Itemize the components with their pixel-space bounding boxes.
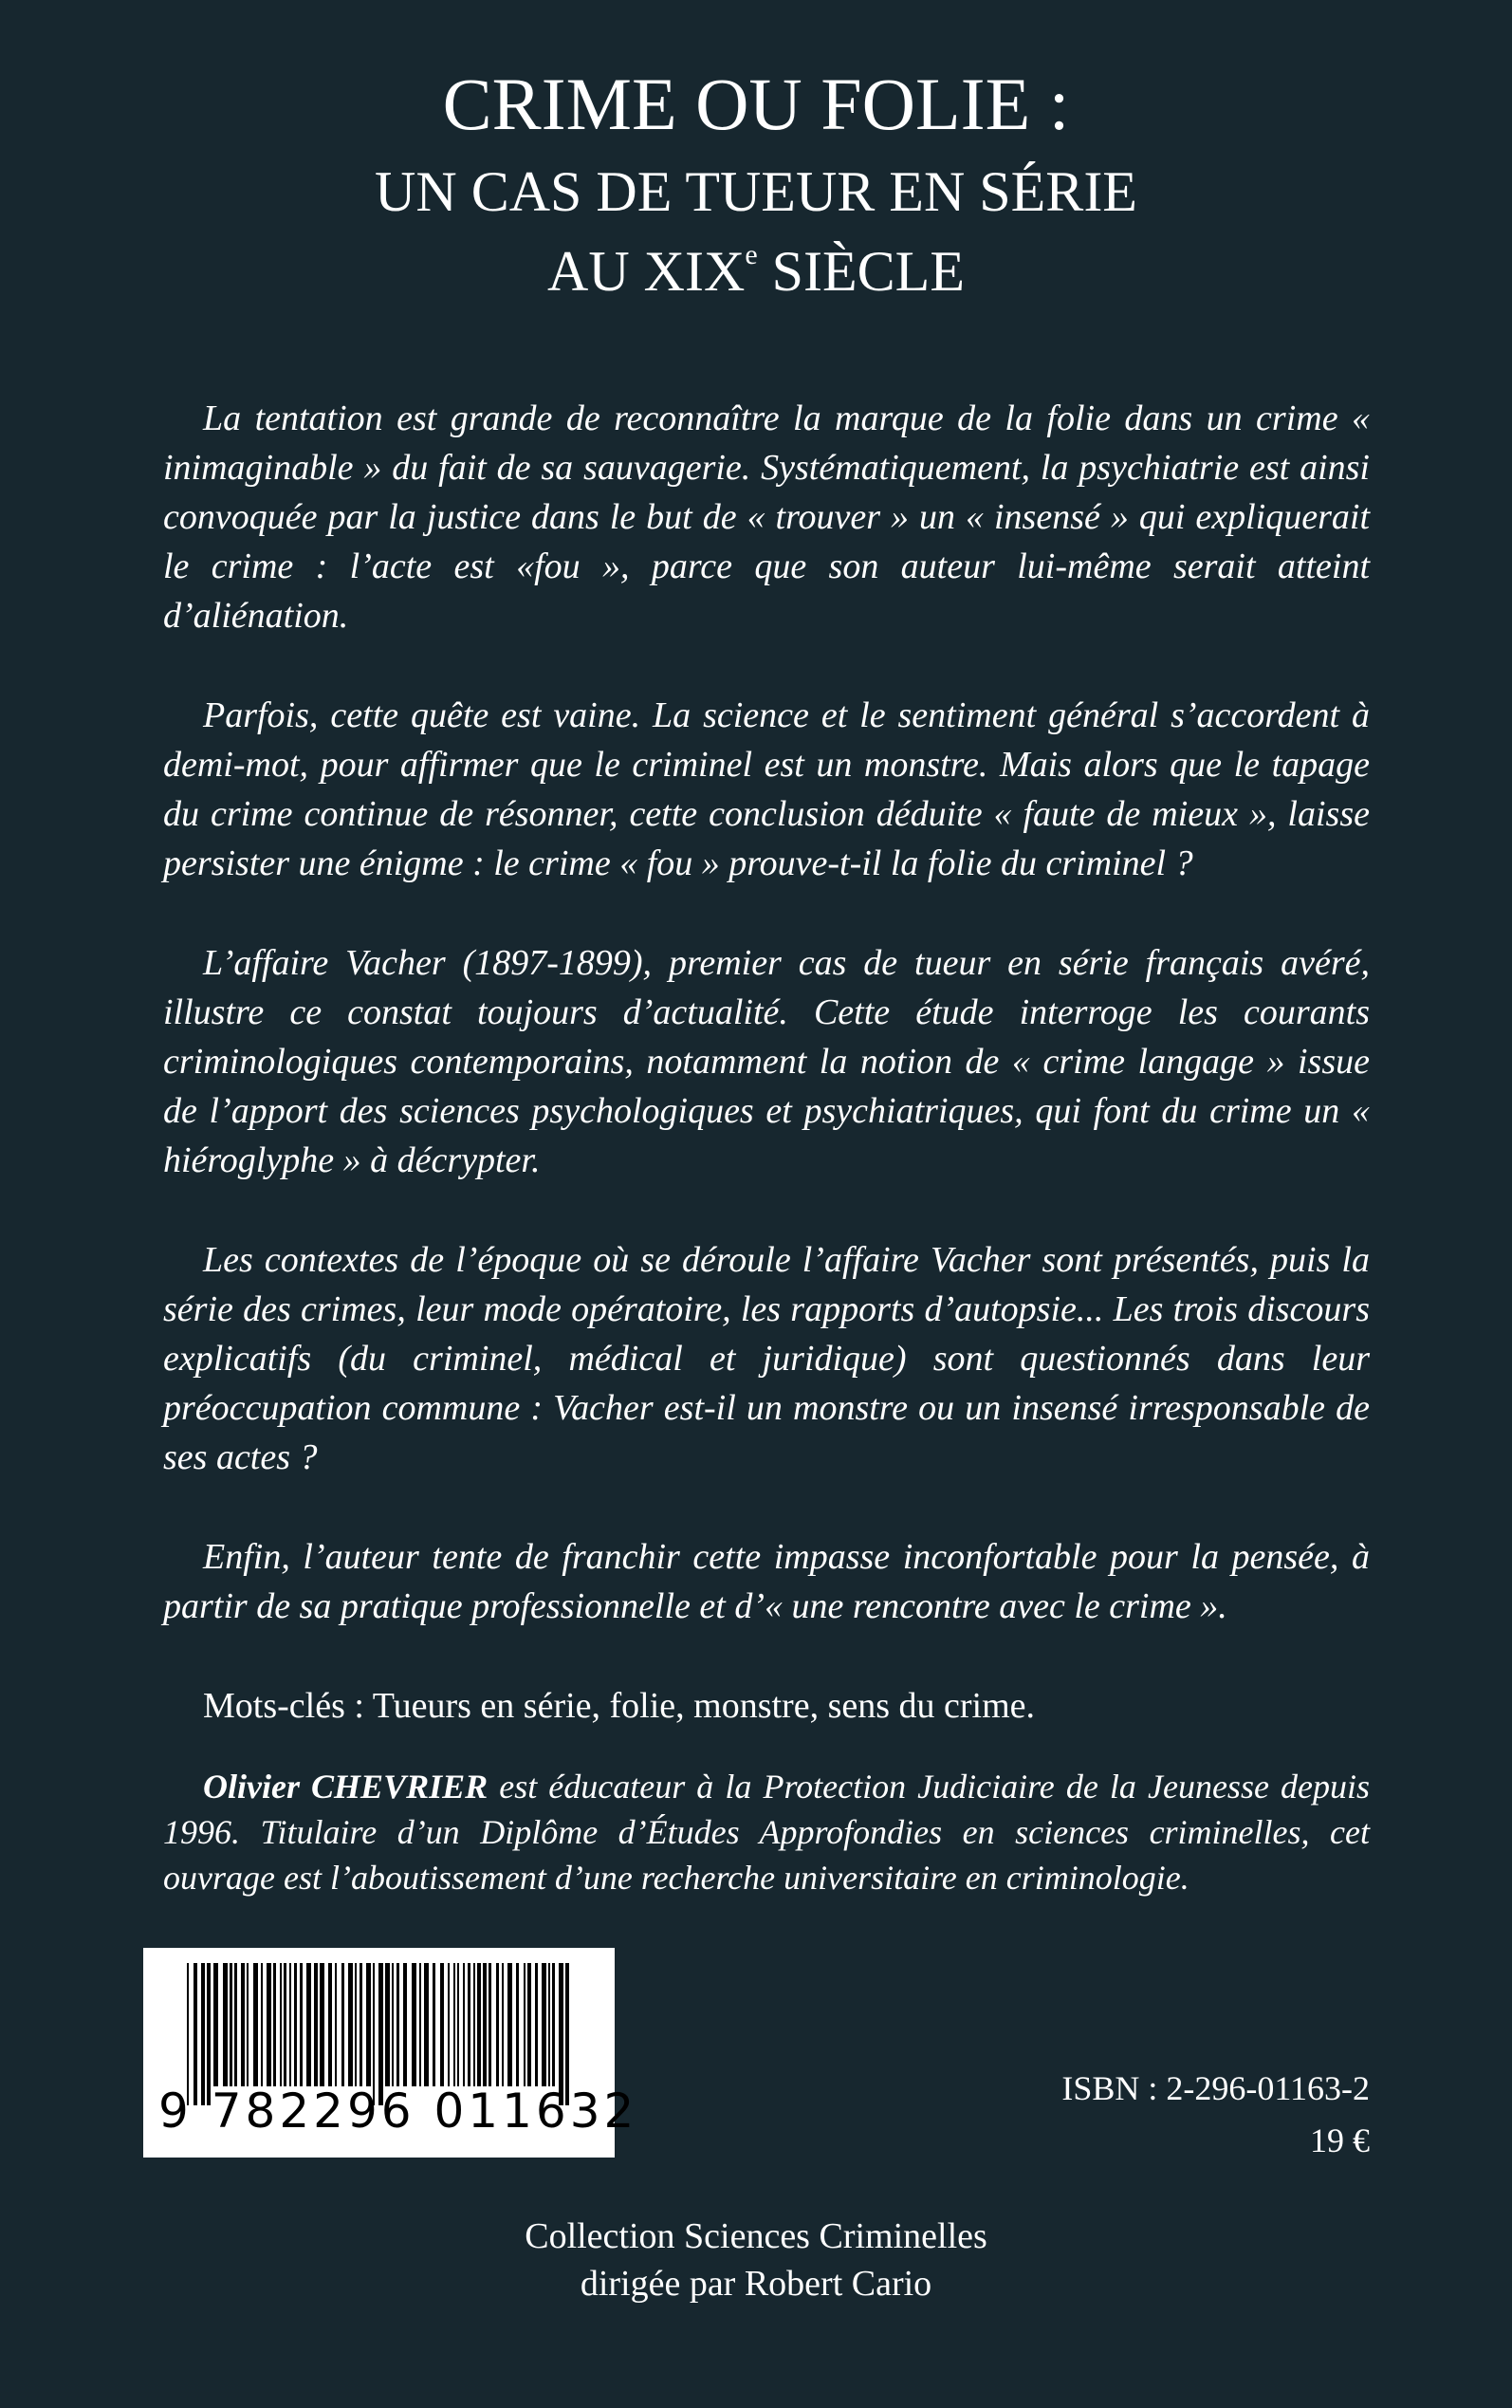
barcode bbox=[143, 1948, 638, 2158]
collection-director: dirigée par Robert Cario bbox=[580, 2264, 932, 2304]
barcode-bar bbox=[267, 1963, 271, 2086]
barcode-bar bbox=[502, 1963, 504, 2086]
barcode-bar bbox=[424, 1963, 429, 2086]
blurb-paragraph: Parfois, cette quête est vaine. La science et le sentiment général s’accordent à demi-mot, pour affirmer que le criminel est un monstre. Mais alors que le tapage du crime continue de résonner, cette conclusion déduite « faute de mieux », laisse persister une énigme : le crime « fou » prouve-t-il la folie du criminel ? bbox=[163, 695, 1370, 883]
barcode-bar bbox=[516, 1963, 519, 2086]
blurb-paragraph: Les contextes de l’époque où se déroule l’affaire Vacher sont présentés, puis la série des crimes, leur mode opératoire, les rapports d’autopsie... Les trois discours explicatifs (du criminel, médical et juridique) sont questionnés dans leur préoccupation commune : Vacher est-il un monstre ou un insensé irresponsable de ses actes ? bbox=[163, 1240, 1370, 1477]
barcode-bar bbox=[440, 1963, 444, 2086]
author-bio-text: est éducateur à la Protection Judiciaire de la Jeunesse depuis 1996. Titulaire d’un Diplôme d’Études Approfondies en sciences criminelles, cet ouvrage est l’aboutissement d’une recherche universitaire en criminologie. bbox=[163, 1768, 1370, 1897]
author-name: Olivier CHEVRIER bbox=[203, 1768, 489, 1806]
barcode-bar bbox=[473, 1963, 475, 2086]
barcode-bar bbox=[223, 1963, 228, 2086]
barcode-bar bbox=[366, 1963, 371, 2086]
barcode-bar bbox=[306, 1963, 311, 2086]
barcode-bar bbox=[483, 1963, 487, 2086]
barcode-bar bbox=[213, 1963, 218, 2086]
title-block bbox=[0, 57, 1512, 311]
barcode-bar bbox=[273, 1963, 276, 2086]
barcode-bar bbox=[448, 1963, 450, 2086]
blurb-paragraph: La tentation est grande de reconnaître la marque de la folie dans un crime « inimaginable » du fait de sa sauvagerie. Systématiquement, la psychiatrie est ainsi convoquée par la justice dans le but de « trouver » un « insensé » qui expliquerait le crime : l’acte est «fou », parce que son auteur lui-même serait atteint d’aliénation. bbox=[163, 398, 1370, 636]
blurb-paragraph: Enfin, l’auteur tente de franchir cette impasse inconfortable pour la pensée, à partir de sa pratique professionnelle et d’« une rencontre avec le crime ». bbox=[163, 1537, 1370, 1626]
title-century-suffix: SIÈCLE bbox=[757, 240, 965, 303]
barcode-bar bbox=[335, 1963, 337, 2086]
barcode-bar bbox=[552, 1963, 555, 2086]
barcode-bar bbox=[320, 1963, 324, 2086]
barcode-digits: 9 782296 011632 bbox=[158, 2084, 638, 2139]
barcode-bar bbox=[489, 1963, 491, 2086]
barcode-bar bbox=[253, 1963, 258, 2086]
barcode-bar bbox=[527, 1963, 531, 2086]
barcode-bar bbox=[247, 1963, 249, 2086]
barcode-bar bbox=[496, 1963, 499, 2086]
barcode-bar bbox=[507, 1963, 512, 2086]
collection-info bbox=[0, 2213, 1512, 2307]
title-subtitle-line1: UN CAS DE TUEUR EN SÉRIE bbox=[375, 160, 1137, 223]
barcode-bar bbox=[524, 1963, 526, 2086]
barcode-bar bbox=[294, 1963, 297, 2086]
barcode-bar bbox=[396, 1963, 399, 2086]
title-century-superscript: e bbox=[745, 239, 758, 270]
barcode-bar bbox=[289, 1963, 291, 2086]
barcode-bar bbox=[548, 1963, 550, 2086]
collection-name: Collection Sciences Criminelles bbox=[525, 2216, 987, 2256]
barcode-bar bbox=[234, 1963, 237, 2086]
barcode-bar bbox=[280, 1963, 282, 2086]
barcode-bar bbox=[328, 1963, 332, 2086]
barcode-bar bbox=[284, 1963, 286, 2086]
barcode-bar bbox=[419, 1963, 421, 2086]
title-century-prefix: AU XIX bbox=[547, 240, 746, 303]
barcode-bar bbox=[412, 1963, 416, 2086]
barcode-bar bbox=[360, 1963, 362, 2086]
blurb-paragraph: L’affaire Vacher (1897-1899), premier cas de tueur en série français avéré, illustre ce constat toujours d’actualité. Cette étude interroge les courants criminologiques contemporains, notamment la notion de « crime langage » issue de l’apport des sciences psychologiques et psychiatriques, qui font du crime un « hiéroglyphe » à décrypter. bbox=[163, 943, 1370, 1180]
barcode-bar bbox=[457, 1963, 459, 2086]
keywords: Mots-clés : Tueurs en série, folie, monstre, sens du crime. bbox=[203, 1686, 1036, 1726]
barcode-bar bbox=[403, 1963, 407, 2086]
blurb bbox=[163, 394, 1370, 1900]
barcode-bar bbox=[392, 1963, 394, 2086]
barcode-bar bbox=[542, 1963, 546, 2086]
barcode-bar bbox=[433, 1963, 435, 2086]
barcode-bar bbox=[341, 1963, 344, 2086]
barcode-bar bbox=[348, 1963, 353, 2086]
barcode-bar bbox=[230, 1963, 232, 2086]
barcode-bar bbox=[241, 1963, 245, 2086]
barcode-bar bbox=[468, 1963, 470, 2086]
title-main: CRIME OU FOLIE : bbox=[442, 63, 1070, 145]
author-bio bbox=[163, 1764, 1370, 1900]
barcode-bar bbox=[477, 1963, 481, 2086]
barcode-bar bbox=[385, 1963, 390, 2086]
isbn: ISBN : 2-296-01163-2 bbox=[1061, 2069, 1370, 2107]
barcode-bar bbox=[300, 1963, 303, 2086]
price: 19 € bbox=[1310, 2121, 1370, 2159]
barcode-bar bbox=[463, 1963, 465, 2086]
barcode-bar bbox=[355, 1963, 357, 2086]
title-subtitle-line2 bbox=[0, 232, 1512, 311]
barcode-bar bbox=[314, 1963, 318, 2086]
barcode-bar bbox=[453, 1963, 455, 2086]
barcode-bar bbox=[261, 1963, 263, 2086]
barcode-bar bbox=[535, 1963, 538, 2086]
